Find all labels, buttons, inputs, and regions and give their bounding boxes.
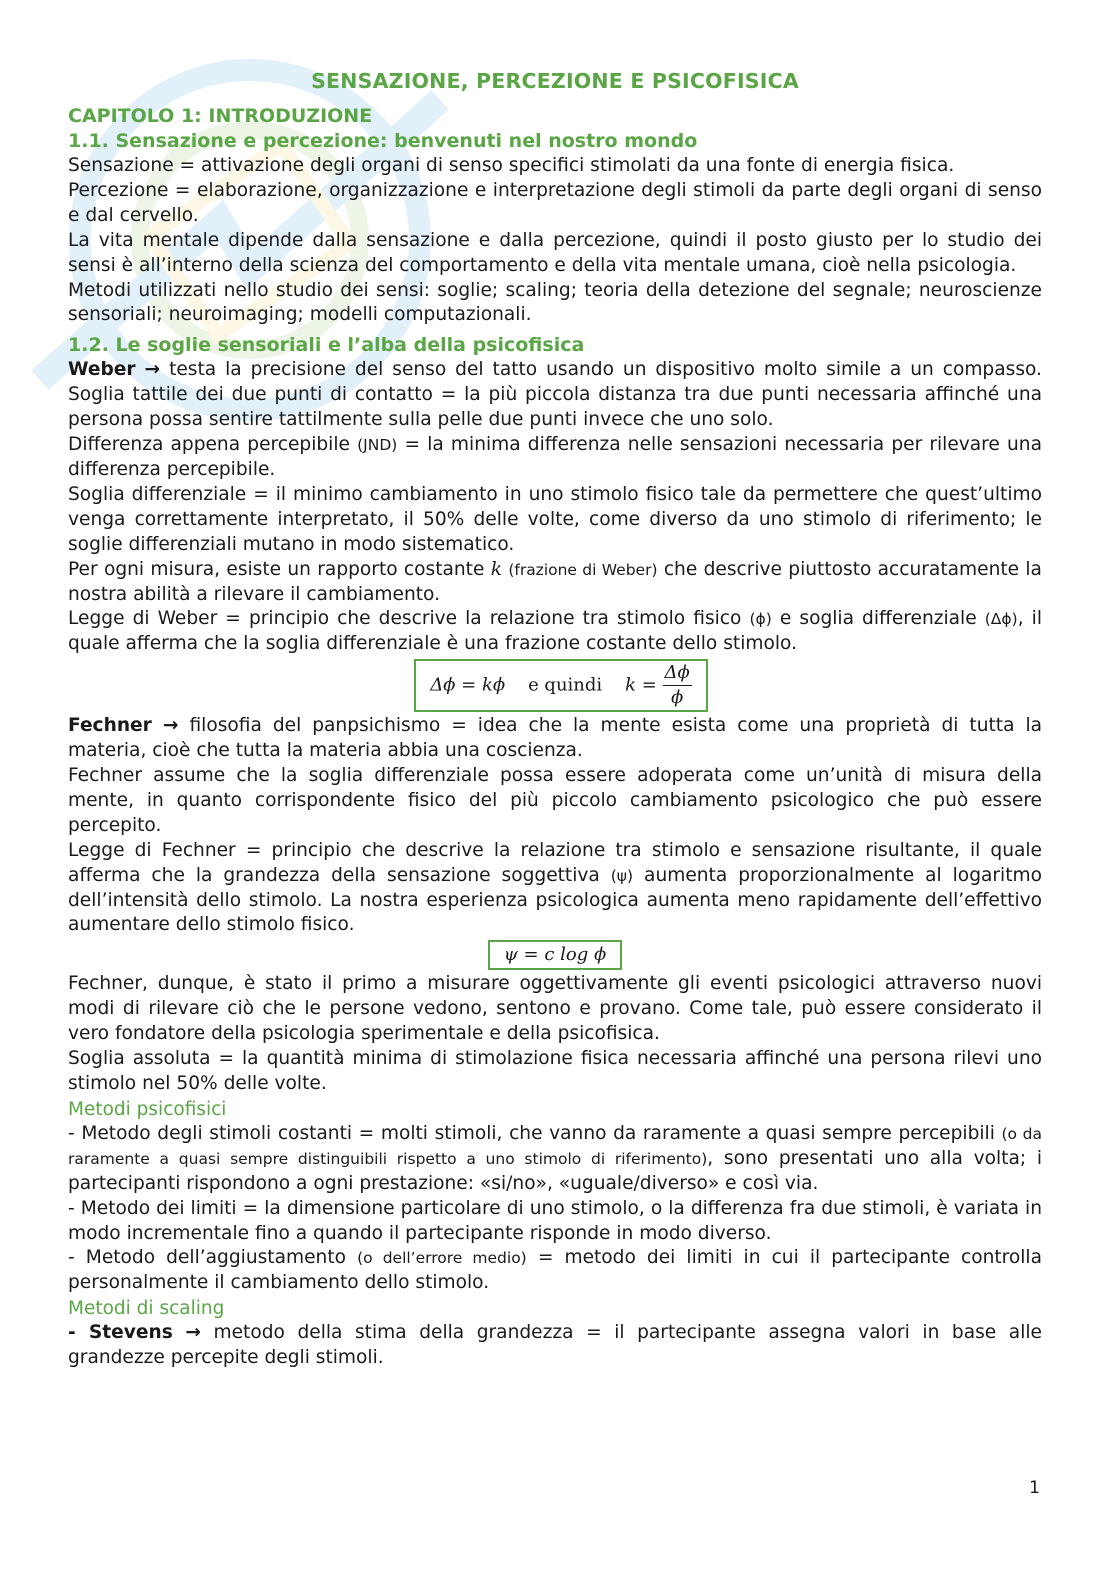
paragraph-rapporto-k — [68, 558, 1042, 608]
stevens-text: metodo della stima della grandezza = il partecipante assegna valori in base alle grandezze percepite degli stimoli. — [68, 1322, 1042, 1369]
m3-text-a: - Metodo dell’aggiustamento — [68, 1247, 346, 1269]
formula-weber-k: k = — [625, 674, 657, 696]
arrow-icon: → — [162, 715, 179, 737]
formula-weber-left: Δϕ = kϕ — [430, 674, 506, 696]
fraction-denominator: ϕ — [671, 687, 684, 709]
m1-note: (o da raramente a quasi sempre distinguibili rispetto a uno stimolo di riferimento) — [68, 1124, 1042, 1168]
chapter-heading: CAPITOLO 1: INTRODUZIONE — [68, 105, 373, 127]
lw-text-c: , il quale afferma che la soglia differenziale è una frazione costante dello stimolo. — [68, 608, 1042, 655]
paragraph-fechner-assume: Fechner assume che la soglia differenziale possa essere adoperata come un’unità di misura della mente, in quanto corrispondente fisico del più piccolo cambiamento psicologico che può essere percepito. — [68, 765, 1042, 836]
paragraph-jnd — [68, 433, 1042, 483]
paragraph-fechner-primo: Fechner, dunque, è stato il primo a misurare oggettivamente gli eventi psicologici attraverso nuovi modi di rilevare ciò che le persone vedono, sentono e provano. Come tale, può essere considerato il vero fondatore della psicologia sperimentale e della psicofisica. — [68, 973, 1042, 1045]
formula-fechner: ψ = c log ϕ — [488, 940, 623, 970]
paragraph-fechner — [68, 714, 1042, 764]
fechner-name: Fechner — [68, 715, 152, 737]
lw-phi: (ϕ) — [749, 610, 772, 629]
paragraph-soglia-assoluta: Soglia assoluta = la quantità minima di stimolazione fisica necessaria affinché una persona rilevi uno stimolo nel 50% delle volte. — [68, 1048, 1042, 1094]
paragraph-legge-fechner — [68, 839, 1042, 939]
formula-fechner-wrap — [68, 940, 1042, 970]
paragraph-percezione: Percezione = elaborazione, organizzazione e interpretazione degli stimoli da parte degli organi di senso e dal cervello. — [68, 179, 1042, 226]
subheading-metodi-scaling: Metodi di scaling — [68, 1298, 225, 1320]
formula-weber-mid: e quindi — [528, 674, 603, 696]
formula-weber-wrap — [68, 659, 1042, 712]
lw-text-b: e soglia differenziale — [779, 608, 977, 630]
jnd-text-a: Differenza appena percepibile — [68, 434, 350, 456]
fraction-numerator: Δϕ — [663, 661, 692, 686]
paragraph-vita-mentale: La vita mentale dipende dalla sensazione e dalla percezione, quindi il posto giusto per lo studio dei sensi è all’interno della scienza del comportamento e della vita mentale umana, cioè nella psicologia. — [68, 229, 1042, 276]
paragraph-stevens — [68, 1321, 1042, 1371]
m1-text-a: - Metodo degli stimoli costanti = molti stimoli, che vanno da raramente a quasi sempre percepibili — [68, 1122, 995, 1144]
section-heading-1-1: 1.1. Sensazione e percezione: benvenuti nel nostro mondo — [68, 130, 698, 152]
page-number: 1 — [1029, 1478, 1040, 1498]
document-title: SENSAZIONE, PERCEZIONE E PSICOFISICA — [311, 69, 799, 93]
fechner-text: filosofia del panpsichismo = idea che la mente esista come una proprietà di tutta la materia, cioè che tutta la materia abbia una coscienza. — [68, 715, 1043, 762]
arrow-icon: → — [185, 1322, 201, 1344]
jnd-abbrev: (JND) — [357, 436, 398, 455]
paragraph-metodo-aggiustamento — [68, 1246, 1042, 1296]
lf-text-b: aumenta proporzionalmente al logaritmo dell’intensità dello stimolo. La nostra esperienza psicologica aumenta meno rapidamente dell’effettivo aumentare dello stimolo fisico. — [68, 864, 1042, 936]
k-text-b: che descrive piuttosto accuratamente la nostra abilità a rilevare il cambiamento. — [68, 558, 1042, 605]
k-variable: k — [490, 558, 502, 580]
lw-dphi: (Δϕ) — [984, 610, 1018, 629]
k-note: (frazione di Weber) — [508, 560, 658, 579]
paragraph-metodo-stimoli-costanti — [68, 1122, 1042, 1197]
formula-weber — [414, 659, 708, 712]
weber-name: Weber — [68, 359, 136, 381]
arrow-icon: → — [144, 359, 161, 381]
subheading-metodi-psicofisici: Metodi psicofisici — [68, 1098, 227, 1120]
section-heading-1-2: 1.2. Le soglie sensoriali e l’alba della psicofisica — [68, 334, 585, 357]
paragraph-metodi: Metodi utilizzati nello studio dei sensi: soglie; scaling; teoria della detezione del segnale; neuroscienze sensoriali; neuroimaging; modelli computazionali. — [68, 279, 1042, 326]
m3-note: (o dell’errore medio) — [357, 1249, 527, 1268]
paragraph-legge-weber — [68, 607, 1042, 657]
jnd-text-b: = la minima differenza nelle sensazioni necessaria per rilevare una differenza percepibile. — [68, 434, 1042, 480]
m1-text-b: , sono presentati uno alla volta; i partecipanti rispondono a ogni prestazione: «si/no», «uguale/diverso» e così via. — [68, 1147, 1043, 1194]
paragraph-metodo-limiti: - Metodo dei limiti = la dimensione particolare di uno stimolo, o la differenza fra due stimoli, è variata in modo incrementale fino a quando il partecipante risponde in modo diverso. — [68, 1197, 1042, 1244]
paragraph-soglia-differenziale: Soglia differenziale = il minimo cambiamento in uno stimolo fisico tale da permettere che quest’ultimo venga correttamente interpretato, il 50% delle volte, come diverso da uno stimolo di riferimento; le soglie differenziali mutano in modo sistematico. — [68, 483, 1042, 555]
m3-text-b: = metodo dei limiti in cui il partecipante controlla personalmente il cambiamento dello stimolo. — [68, 1247, 1042, 1294]
formula-weber-fraction — [663, 661, 692, 710]
k-text-a: Per ogni misura, esiste un rapporto costante — [68, 558, 485, 580]
lf-psi: (ψ) — [610, 866, 634, 885]
paragraph-sensazione: Sensazione = attivazione degli organi di senso specifici stimolati da una fonte di energia fisica. — [68, 155, 955, 176]
lf-text-a: Legge di Fechner = principio che descrive la relazione tra stimolo e sensazione risultante, il quale afferma che la grandezza della sensazione soggettiva — [68, 839, 1042, 886]
paragraph-weber — [68, 358, 1042, 433]
weber-text: testa la precisione del senso del tatto usando un dispositivo molto simile a un compasso. Soglia tattile dei due punti di contatto = la più piccola distanza tra due punti necessaria affinché una persona possa sentire tattilmente sulla pelle due punti invece che uno solo. — [68, 359, 1042, 431]
lw-text-a: Legge di Weber = principio che descrive la relazione tra stimolo fisico — [68, 608, 742, 630]
document-page — [68, 66, 1042, 1371]
stevens-name: - Stevens — [68, 1322, 173, 1344]
